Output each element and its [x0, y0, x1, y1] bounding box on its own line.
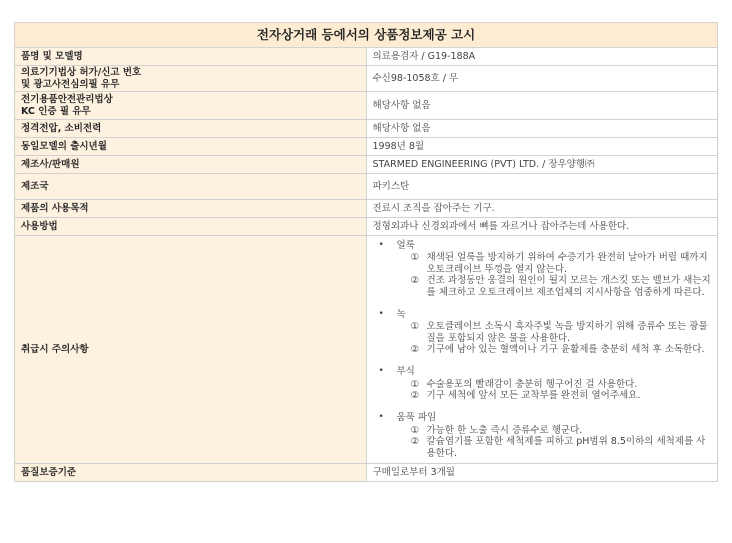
- row-value: 수신98-1058호 / 무: [366, 66, 718, 92]
- section-spacer: [373, 402, 712, 412]
- caution-item: [411, 436, 712, 459]
- notice-title: 전자상거래 등에서의 상품정보제공 고시: [15, 23, 718, 48]
- row-label: 정격전압, 소비전력: [15, 120, 367, 138]
- warranty-label: 품질보증기준: [15, 464, 367, 482]
- caution-heading: [379, 412, 712, 425]
- cautions-label: 취급시 주의사항: [15, 236, 367, 464]
- caution-item-text: 기구에 남아 있는 혈액이나 기구 윤활제를 충분히 세척 후 소독한다.: [426, 344, 705, 355]
- info-row: [15, 138, 718, 156]
- caution-item: [411, 321, 712, 344]
- caution-item-text: 가능한 한 노출 즉시 증류수로 헹군다.: [426, 424, 583, 436]
- caution-item-number: ②: [410, 436, 420, 447]
- row-value: 해당사항 없음: [366, 92, 718, 120]
- row-value: 정형외과나 신경외과에서 뼈를 자르거나 잡아주는데 사용한다.: [366, 218, 718, 236]
- bullet-icon: •: [378, 308, 384, 319]
- caution-item-number: ①: [410, 321, 420, 332]
- row-label: 동일모델의 출시년월: [15, 138, 367, 156]
- caution-section: [379, 366, 712, 402]
- caution-section: [379, 412, 712, 460]
- caution-item-text: 오토클레이브 소독시 흑자주빛 녹을 방지하기 위해 증류수 또는 광물질을 포함되지 않은 물을 사용한다.: [426, 321, 708, 344]
- caution-item: [411, 344, 712, 356]
- info-row: [15, 48, 718, 66]
- info-row: [15, 200, 718, 218]
- caution-heading-text: 부식: [396, 366, 415, 378]
- title-row: [15, 23, 718, 48]
- bullet-icon: •: [378, 239, 384, 250]
- caution-item-number: ①: [410, 252, 420, 263]
- product-info-table: [14, 22, 718, 482]
- caution-item-text: 수술용포의 빨래감이 충분히 헹구어진 걸 사용한다.: [426, 378, 638, 390]
- row-value: 의료용겸자 / G19-188A: [366, 48, 718, 66]
- cautions-content: [366, 236, 718, 464]
- info-row: [15, 156, 718, 174]
- caution-item-text: 채색된 얼룩을 방지하기 위하여 수증기가 완전히 날아가 버릴 때까지 오토크레이브 뚜껑을 열지 않는다.: [426, 252, 708, 275]
- caution-item-number: ②: [410, 275, 420, 286]
- row-label: 전기용품안전관리법상 KC 인증 필 유무: [15, 92, 367, 120]
- product-info-notice: [14, 22, 718, 482]
- section-spacer: [373, 298, 712, 308]
- info-row: [15, 174, 718, 200]
- info-row: [15, 218, 718, 236]
- caution-heading-text: 움푹 파임: [396, 412, 437, 424]
- caution-heading: [379, 366, 712, 379]
- row-label: 제조사/판매원: [15, 156, 367, 174]
- caution-heading: [379, 308, 712, 321]
- row-label: 제품의 사용목적: [15, 200, 367, 218]
- caution-heading: [379, 239, 712, 252]
- caution-item-number: ②: [410, 344, 420, 355]
- info-row: [15, 66, 718, 92]
- section-spacer: [373, 356, 712, 366]
- row-value: 진료시 조직을 잡아주는 기구.: [366, 200, 718, 218]
- bullet-icon: •: [378, 366, 384, 377]
- caution-item: [411, 275, 712, 298]
- caution-item-number: ①: [410, 424, 420, 436]
- warranty-value: 구매일로부터 3개월: [366, 464, 718, 482]
- bullet-icon: •: [378, 412, 384, 423]
- row-label: 의료기기법상 허가/신고 번호 및 광고사전심의필 유무: [15, 66, 367, 92]
- row-label: 사용방법: [15, 218, 367, 236]
- row-value: STARMED ENGINEERING (PVT) LTD. / 장우양행㈜: [366, 156, 718, 174]
- caution-item-number: ②: [410, 390, 420, 401]
- caution-heading-text: 녹: [396, 308, 406, 320]
- row-label: 제조국: [15, 174, 367, 200]
- caution-section: [379, 239, 712, 298]
- info-row: [15, 92, 718, 120]
- row-label: 품명 및 모델명: [15, 48, 367, 66]
- caution-item: [411, 379, 712, 391]
- caution-item-text: 칼슘염기를 포함한 세척제를 피하고 pH범위 8.5이하의 세척제를 사용한다.: [426, 436, 706, 459]
- caution-item: [411, 425, 712, 437]
- info-row: [15, 120, 718, 138]
- warranty-row: [15, 464, 718, 482]
- caution-item-text: 건조 과정동안 웅결의 원인이 될지 모르는 개스킷 또는 밸브가 새는지를 체크하고 오토크레이브 제조업체의 지시사항을 엄중하게 따른다.: [426, 275, 711, 298]
- caution-section: [379, 308, 712, 356]
- caution-heading-text: 얼룩: [396, 239, 415, 251]
- caution-item-number: ①: [410, 378, 420, 390]
- caution-item: [411, 252, 712, 275]
- caution-item-text: 기구 세척에 앞서 모든 교착부를 완전히 열어주세요.: [426, 390, 641, 401]
- row-value: 1998년 8월: [366, 138, 718, 156]
- row-value: 해당사항 없음: [366, 120, 718, 138]
- cautions-row: [15, 236, 718, 464]
- caution-item: [411, 390, 712, 402]
- row-value: 파키스탄: [366, 174, 718, 200]
